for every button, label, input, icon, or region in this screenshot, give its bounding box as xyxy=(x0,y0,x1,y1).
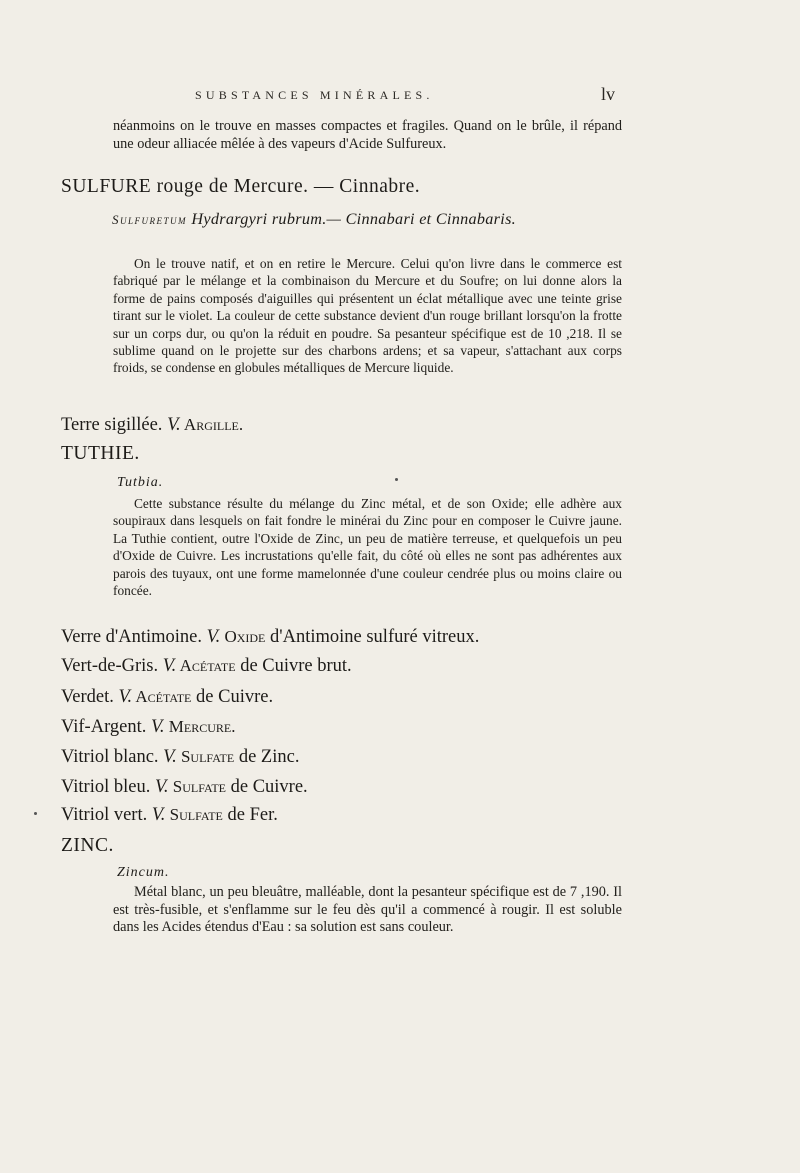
page-number: lv xyxy=(601,84,616,104)
ref-word: Vitriol blanc. xyxy=(61,747,164,767)
ref-v: V. xyxy=(162,656,177,676)
tuthie-description: Cette substance résulte du mélange du Zinc métal, et de son Oxide; elle adhère aux soupiraux dans lesquels on fait fondre le minérai du Zinc pour en composer le Cuivre jaune. La Tuthie contient, outre l'Oxide de Zinc, un peu de matière terreuse, et quelquefois un peu d'Oxide de Cuivre. Les incrustations qu'elle fait, du côté où elles ne sont pas adhérentes aux parois des tuyaux, ont une forme mamelonnée d'une couleur cendrée plus ou moins claire ou foncée. xyxy=(113,496,622,599)
ref-rest: de Cuivre brut. xyxy=(235,656,352,676)
ref-target: Sulfate xyxy=(168,777,226,796)
zinc-latin-name: Zincum. xyxy=(117,865,170,880)
ref-target: Sulfate xyxy=(176,747,235,766)
ref-v: V. xyxy=(151,805,166,825)
ref-rest: de Zinc. xyxy=(234,747,300,767)
entry-terre-sigillee xyxy=(61,414,243,436)
ref-word: Vitriol bleu. xyxy=(61,777,155,797)
ref-word: Vif-Argent. xyxy=(61,717,151,737)
entry-zinc-head: ZINC. xyxy=(61,835,114,856)
running-head: SUBSTANCES MINÉRALES. xyxy=(195,88,434,102)
ref-target: Oxide xyxy=(220,627,266,646)
ref-v: V. xyxy=(163,747,177,767)
entry-sulfure-rest: rouge de Mercure. — Cinnabre. xyxy=(151,176,421,197)
ref-target: Acétate xyxy=(176,656,236,675)
ref-rest: d'Antimoine sulfuré vitreux. xyxy=(265,627,480,647)
entry-ref xyxy=(61,626,479,648)
entry-ref xyxy=(61,655,352,677)
sulfure-latin-name xyxy=(112,209,624,230)
ref-v: V. xyxy=(154,777,169,797)
continuation-paragraph: néanmoins on le trouve en masses compactes et fragiles. Quand on le brûle, il répand une odeur alliacée mêlée à des vapeurs d'Acide Sulfureux. xyxy=(113,118,622,152)
entry-ref xyxy=(61,746,299,768)
ref-rest: de Cuivre. xyxy=(191,687,274,707)
ref-target: Acétate xyxy=(132,687,192,706)
ref-v: V. xyxy=(118,687,133,707)
sulfure-description: On le trouve natif, et on en retire le Mercure. Celui qu'on livre dans le commerce est fabriqué par le mélange et la combinaison du Mercure et du Soufre; on lui donne alors la forme de pains composés d'aiguilles qui présentent un éclat métallique avec une teinte grise tirant sur le violet. La couleur de cette substance devient d'un rouge brillant lorsqu'on la frotte sur un corps dur, ou qu'on la réduit en poudre. Sa pesanteur spécifique est de 10 ,218. Il se sublime quand on le projette sur des charbons ardens; et sa vapeur, s'attachant aux corps froids, se condense en globules métalliques de Mercure liquide. xyxy=(113,256,622,376)
entry-tuthie-head: TUTHIE. xyxy=(61,443,140,464)
ink-dot xyxy=(34,812,37,815)
ink-dot xyxy=(395,478,398,481)
sulfure-latin-sc: Sulfuretum xyxy=(112,212,187,227)
ref-word: Verre d'Antimoine. xyxy=(61,627,207,647)
tuthie-latin-name: Tutbia. xyxy=(117,475,164,490)
ref-word: Verdet. xyxy=(61,687,119,707)
entry-sulfure xyxy=(61,176,420,198)
entry-ref xyxy=(61,804,278,826)
ref-v: V. xyxy=(206,627,221,647)
terre-ref: Argille. xyxy=(180,415,244,434)
ref-target: Sulfate xyxy=(165,805,223,824)
ref-v: V. xyxy=(151,717,165,737)
ref-target: Mercure. xyxy=(164,717,236,736)
ref-rest: de Fer. xyxy=(222,805,278,825)
ref-rest: de Cuivre. xyxy=(225,777,308,797)
zinc-description: Métal blanc, un peu bleuâtre, malléable, dont la pesanteur spécifique est de 7 ,190. Il est très-fusible, et s'enflamme sur le feu dès qu'il a commencé à rougir. Il est soluble dans les Acides étendus d'Eau : sa solution est sans couleur. xyxy=(113,884,622,936)
entry-ref xyxy=(61,686,273,708)
ref-word: Vitriol vert. xyxy=(61,805,152,825)
sulfure-latin-rest: Hydrargyri rubrum.— Cinnabari et Cinnabaris. xyxy=(187,210,517,228)
terre-v: V. xyxy=(167,415,181,435)
ref-word: Vert-de-Gris. xyxy=(61,656,163,676)
entry-ref xyxy=(61,716,236,738)
terre-word: Terre sigillée. xyxy=(61,415,168,435)
entry-ref xyxy=(61,776,308,798)
entry-sulfure-head: SULFURE xyxy=(61,176,152,197)
